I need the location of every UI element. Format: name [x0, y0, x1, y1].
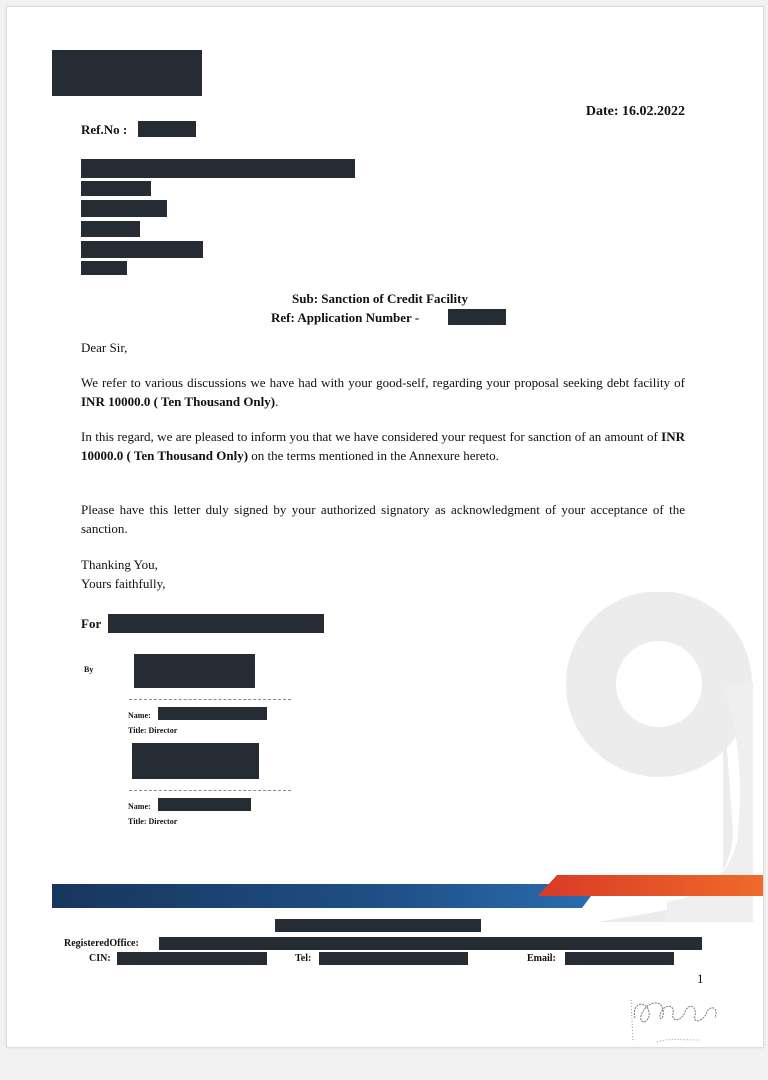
signature-2-redaction [132, 743, 259, 779]
signatory-1-name-redaction [158, 707, 267, 720]
application-number-redaction [448, 309, 506, 325]
footer-company-redaction [275, 919, 481, 932]
closing-thanks: Thanking You, [81, 557, 158, 572]
signatory-2-name-redaction [158, 798, 251, 811]
address-line-1-redaction [81, 159, 355, 178]
signature-2-line [129, 790, 291, 791]
signature-1-redaction [134, 654, 255, 688]
application-ref-label: Ref: Application Number - [271, 310, 420, 325]
address-line-3-redaction [81, 200, 167, 217]
address-line-2-redaction [81, 181, 151, 196]
page-number: 1 [697, 971, 704, 986]
cin-label: CIN: [89, 953, 111, 964]
registered-office-redaction [159, 937, 702, 950]
email-label: Email: [527, 953, 556, 964]
letter-date: Date: 16.02.2022 [585, 104, 685, 119]
paragraph-2-amount: INR 10000.0 ( Ten Thousand Only) [81, 429, 685, 463]
address-line-6-redaction [81, 261, 127, 275]
signatory-2-name-label: Name: [128, 802, 151, 811]
ref-number-redaction [138, 121, 196, 137]
paragraph-1 [81, 373, 685, 411]
paragraph-1-amount: INR 10000.0 ( Ten Thousand Only) [81, 394, 276, 409]
for-label: For [81, 616, 102, 631]
paragraph-2-end: on the terms mentioned in the Annexure hereto. [248, 448, 499, 463]
paragraph-1-text: We refer to various discussions we have had with your good-self, regarding your proposal seeking debt facility of [81, 375, 685, 390]
signature-1-line [129, 699, 291, 700]
logo-redaction [52, 50, 202, 96]
tel-label: Tel: [295, 953, 312, 964]
cin-redaction [117, 952, 267, 965]
signatory-1-name-label: Name: [128, 711, 151, 720]
watermark-logo-icon [547, 592, 753, 922]
footer-color-band [52, 874, 763, 910]
address-line-4-redaction [81, 221, 140, 237]
signature-stamp-icon [627, 992, 727, 1048]
paragraph-2 [81, 427, 685, 465]
registered-office-label: RegisteredOffice: [64, 938, 139, 949]
closing-faithfully: Yours faithfully, [81, 576, 166, 591]
letter-page [6, 6, 764, 1048]
signatory-1-by-label: By [84, 665, 94, 674]
salutation: Dear Sir, [81, 340, 128, 355]
paragraph-3: Please have this letter duly signed by your authorized signatory as acknowledgment of your acceptance of the sanction. [81, 502, 685, 536]
company-name-redaction [108, 614, 324, 633]
signatory-2-title: Title: Director [128, 817, 178, 826]
ref-number-label: Ref.No : [81, 122, 128, 137]
subject-line: Sub: Sanction of Credit Facility [292, 291, 468, 306]
signatory-1-title: Title: Director [128, 726, 178, 735]
address-line-5-redaction [81, 241, 203, 258]
paragraph-1-end: . [275, 394, 279, 409]
email-redaction [565, 952, 674, 965]
tel-redaction [319, 952, 468, 965]
paragraph-2-text: In this regard, we are pleased to inform you that we have considered your request for sanction of an amount of [81, 429, 662, 444]
